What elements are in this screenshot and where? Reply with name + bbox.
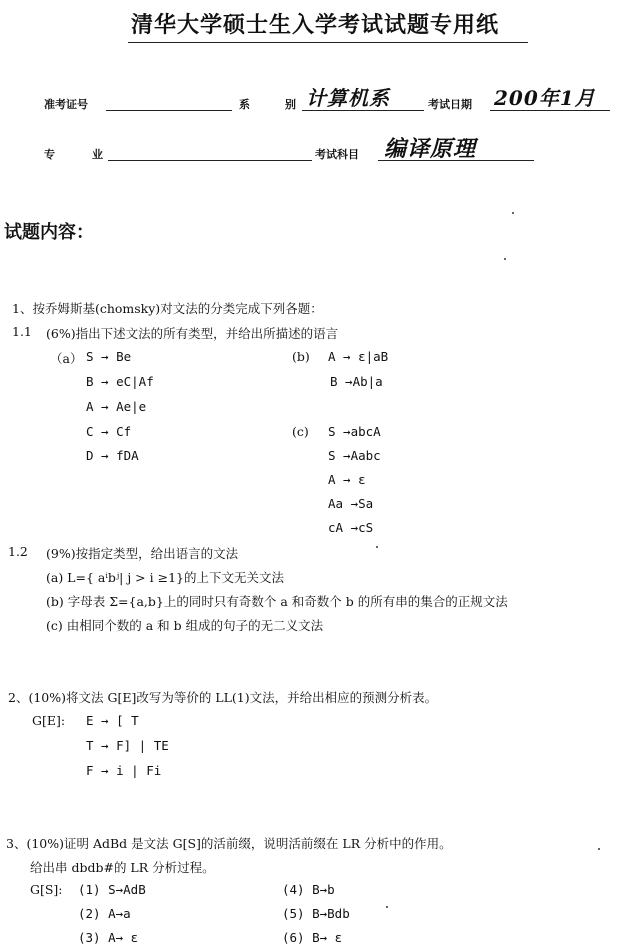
q1-2-label: 1.2 [8,544,28,559]
grammar-c-rule: S →abcA [328,424,381,439]
q2-grammar-rule: T → F] | TE [86,738,169,753]
grammar-a-rule: D → fDA [86,448,139,463]
specialty-label-1: 专 [44,148,55,161]
q1-2-item: (c) 由相同个数的 a 和 b 组成的句子的无二义文法 [46,618,324,633]
scan-speck [504,258,506,260]
q3-grammar-rule: (1) S→AdB [78,882,146,897]
grammar-a-rule: S → Be [86,349,132,364]
grammar-c-label: (c) [292,424,309,439]
exam-number-line [106,110,232,111]
grammar-a-rule: A → Ae|e [86,399,147,414]
exam-paper-title: 清华大学硕士生入学考试试题专用纸 [130,12,499,38]
grammar-b-label: (b) [292,349,310,364]
exam-date-label: 考试日期 [428,98,472,111]
q1-2-text: (9%)按指定类型，给出语言的文法 [46,546,239,561]
department-value: 计算机系 [306,86,390,110]
exam-date-line [490,110,610,111]
subject-label: 考试科目 [315,148,359,161]
q3-grammar-rule: (6) B→ ε [282,930,343,945]
department-line [302,110,424,111]
q3-grammar-label: G[S]: [30,882,63,897]
q1-1-label: 1.1 [12,324,32,339]
q2-grammar-rule: F → i | Fi [86,763,162,778]
q2-grammar-label: G[E]: [32,713,66,728]
scan-speck [376,546,378,548]
q1-1-text: (6%)指出下述文法的所有类型，并给出所描述的语言 [46,326,339,341]
title-underline [128,42,528,43]
grammar-a-rule: B → eC|Af [86,374,154,389]
grammar-a-label: （a） [50,351,83,366]
q1-intro: 1、按乔姆斯基(chomsky)对文法的分类完成下列各题： [12,301,323,316]
scan-speck [386,906,388,908]
grammar-c-rule: Aa →Sa [328,496,374,511]
department-label: 系 [239,98,250,111]
grammar-c-rule: A → ε [328,472,366,487]
q2-grammar-rule: E → [ T [86,713,139,728]
scan-speck [598,848,600,850]
department-label-2: 别 [285,98,296,111]
q3-text-2: 给出串 dbdb#的 LR 分析过程。 [30,860,215,875]
exam-date-value: 200年1月 [494,86,596,110]
grammar-c-rule: S →Aabc [328,448,381,463]
q3-grammar-rule: (2) A→a [78,906,131,921]
grammar-a-rule: C → Cf [86,424,132,439]
specialty-label-2: 业 [92,148,103,161]
q3-text: 3、(10%)证明 AdBd 是文法 G[S]的活前缀，说明活前缀在 LR 分析中的作用。 [6,836,452,851]
q3-grammar-rule: (4) B→b [282,882,335,897]
grammar-b-rule: B →Ab|a [330,374,383,389]
q2-text: 2、(10%)将文法 G[E]改写为等价的 LL(1)文法，并给出相应的预测分析表。 [8,690,438,705]
q1-2-item: (b) 字母表 Σ={a,b}上的同时只有奇数个 a 和奇数个 b 的所有串的集合的正规文法 [46,594,508,609]
grammar-b-rule: A → ε|aB [328,349,389,364]
scan-speck [512,212,514,214]
section-title: 试题内容： [4,222,94,243]
subject-line [378,160,534,161]
grammar-c-rule: cA →cS [328,520,374,535]
subject-value: 编译原理 [384,136,477,162]
exam-number-label: 准考证号 [44,98,88,111]
q3-grammar-rule: (5) B→Bdb [282,906,350,921]
q1-2-item: (a) L={ aⁱbʲ| j > i ≥1}的上下文无关文法 [46,570,284,585]
specialty-line [108,160,312,161]
q3-grammar-rule: (3) A→ ε [78,930,139,945]
